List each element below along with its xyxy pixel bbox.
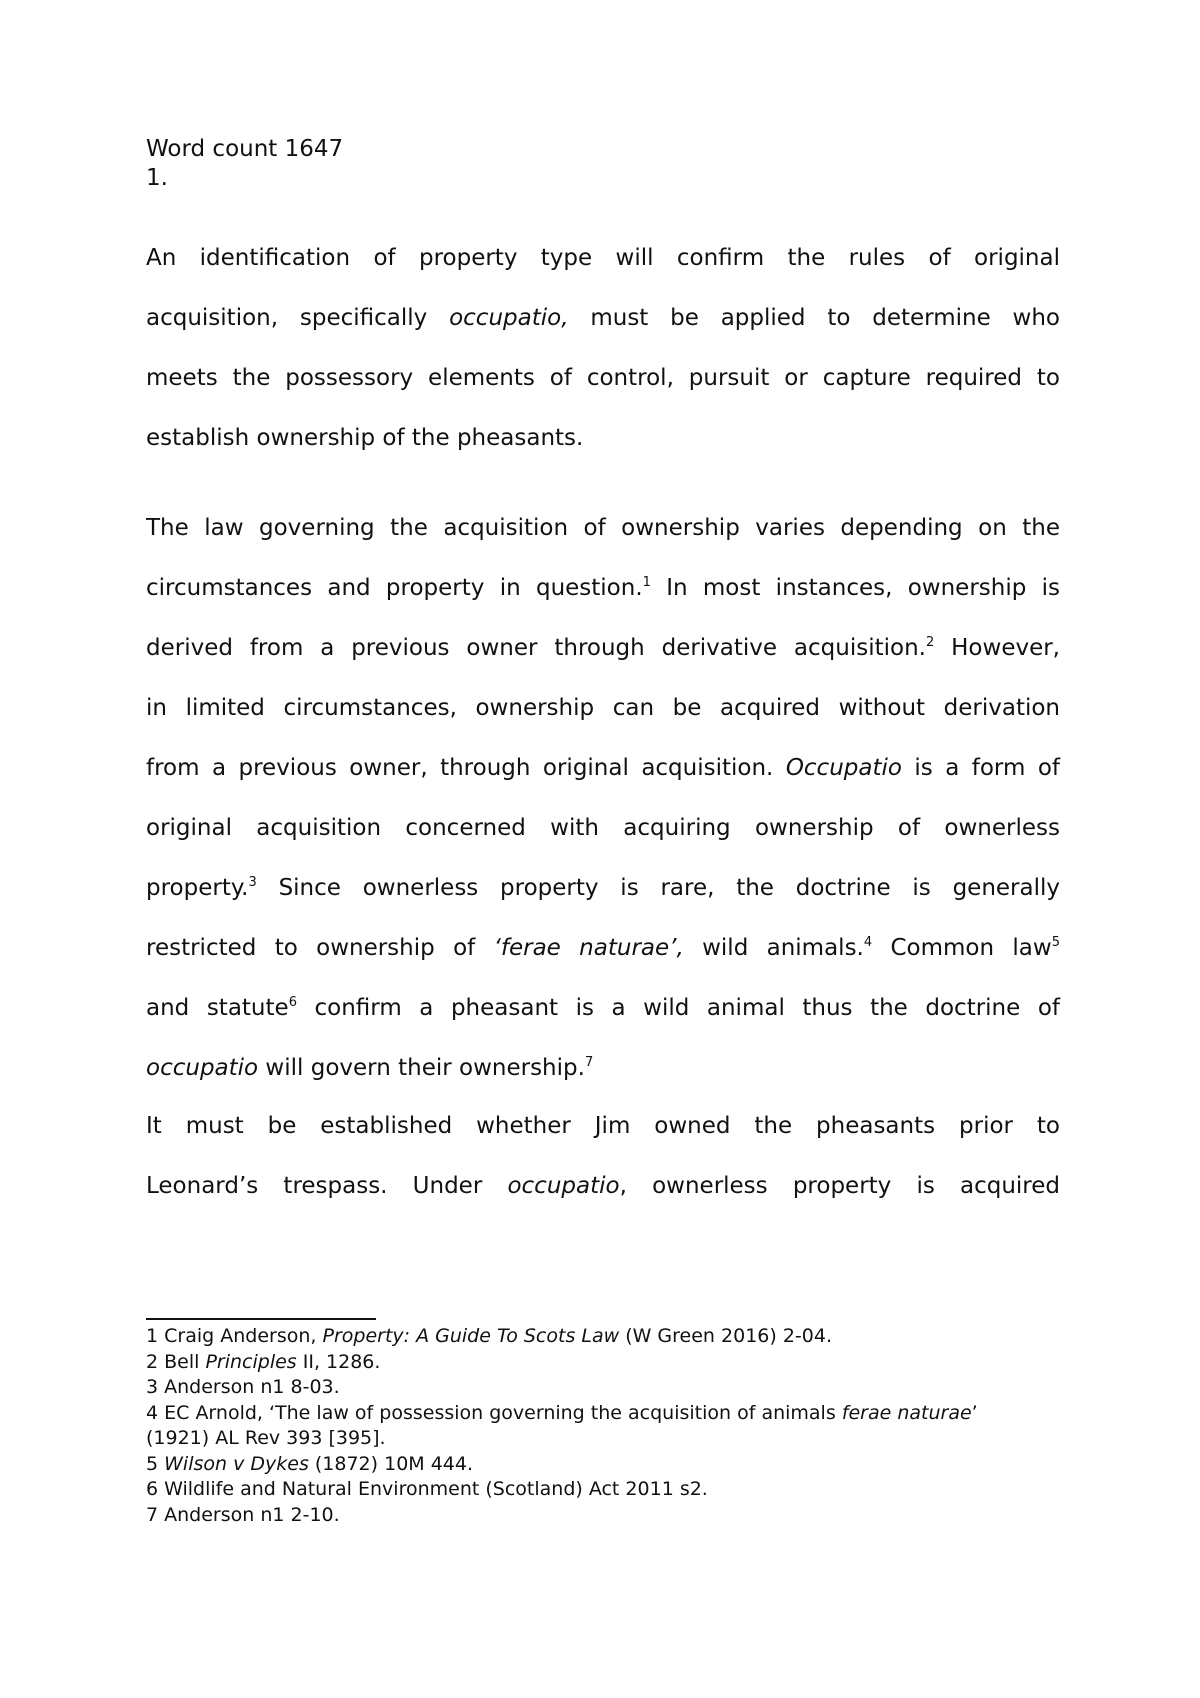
paragraph-line: and statute$^6$ confirm a pheasant is a wild animal thus the doctrine of <box>146 995 1060 1021</box>
footnote-6: 6 Wildlife and Natural Environment (Scotland) Act 2011 s2. <box>146 1478 708 1500</box>
footnote-ref: 2 <box>925 635 935 650</box>
footnote-ref: 4 <box>863 935 873 950</box>
footnote-4-continued: (1921) AL Rev 393 [395]. <box>146 1427 386 1449</box>
footnote-7: 7 Anderson n1 2-10. <box>146 1503 340 1526</box>
footnote-2: 2 Bell Principles II, 1286. <box>146 1350 381 1373</box>
footnote-1: 1 Craig Anderson, Property: A Guide To Scots Law (W Green 2016) 2-04. <box>146 1325 832 1347</box>
paragraph-line: circumstances and property in question.$^1$ In most instances, ownership is <box>146 575 1060 601</box>
footnote-ref: 3 <box>248 875 257 890</box>
footnote-ref: 5 <box>1051 935 1060 950</box>
paragraph-line: restricted to ownership of ‘ferae naturae’, wild animals.$^4$ Common law$^5$ <box>146 935 1060 961</box>
paragraph-line: occupatio will govern their ownership.$^7$ <box>146 1055 594 1081</box>
paragraph-line: property.$^3$ Since ownerless property is rare, the doctrine is generally <box>146 875 1060 901</box>
footnote-ref: 7 <box>584 1055 594 1070</box>
paragraph-line: The law governing the acquisition of ownership varies depending on the <box>146 515 1060 541</box>
paragraph-3 <box>146 1111 1060 1231</box>
footnote-3: 3 Anderson n1 8-03. <box>146 1376 340 1398</box>
paragraph-line: acquisition, specifically occupatio, must be applied to determine who <box>146 305 1061 331</box>
paragraph-line: establish ownership of the pheasants. <box>146 425 584 451</box>
paragraph-line: Leonard’s trespass. Under occupatio, ownerless property is acquired <box>146 1173 1061 1199</box>
paragraph-line: original acquisition concerned with acquiring ownership of ownerless <box>146 815 1060 841</box>
paragraph-line: from a previous owner, through original acquisition. Occupatio is a form of <box>146 755 1060 781</box>
word-count: Word count 1647 <box>146 136 344 162</box>
paragraph-line: An identification of property type will confirm the rules of original <box>146 245 1060 271</box>
section-number: 1. <box>146 165 168 191</box>
footnote-ref: 1 <box>642 575 651 590</box>
footnote-4: 4 EC Arnold, ‘The law of possession governing the acquisition of animals ferae naturae’ <box>146 1401 978 1424</box>
footnotes <box>146 1324 1086 1528</box>
paragraph-line: meets the possessory elements of control, pursuit or capture required to <box>146 365 1060 391</box>
paragraph-2 <box>146 513 1060 1113</box>
paragraph-line: derived from a previous owner through derivative acquisition.$^2$ However, <box>146 635 1060 661</box>
paragraph-line: in limited circumstances, ownership can be acquired without derivation <box>146 695 1060 721</box>
paragraph-line: It must be established whether Jim owned the pheasants prior to <box>146 1113 1060 1139</box>
paragraph-1 <box>146 243 1060 483</box>
footnote-separator <box>146 1318 376 1320</box>
footnote-ref: 6 <box>288 995 297 1010</box>
footnote-5: 5 Wilson v Dykes (1872) 10M 444. <box>146 1452 474 1475</box>
